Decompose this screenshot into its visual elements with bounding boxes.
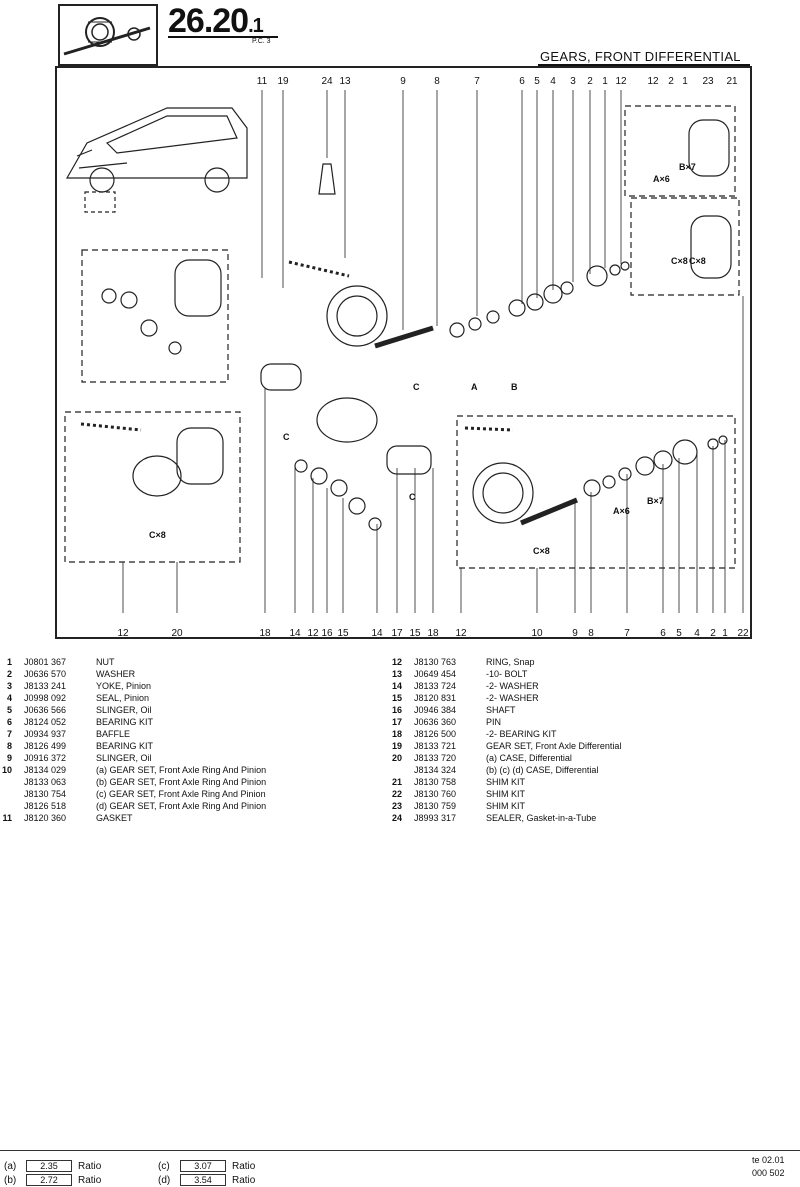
part-description: SHIM KIT bbox=[486, 801, 526, 811]
part-description: (b) (c) (d) CASE, Differential bbox=[486, 765, 599, 775]
part-index bbox=[0, 788, 12, 800]
section-thumbnail bbox=[58, 4, 158, 66]
parts-row bbox=[390, 776, 621, 788]
part-index: 8 bbox=[6, 741, 12, 751]
part-number: J8126 500 bbox=[414, 729, 457, 739]
part-index: 3 bbox=[6, 681, 12, 691]
part-number: J8120 360 bbox=[24, 813, 67, 823]
part-number: J0998 092 bbox=[24, 693, 67, 703]
ratio-label: Ratio bbox=[78, 1174, 102, 1186]
part-index: 6 bbox=[6, 717, 12, 727]
ratio-a bbox=[4, 1159, 101, 1173]
ratio-key: (b) bbox=[4, 1174, 17, 1186]
callout-label: 17 bbox=[391, 628, 403, 637]
parts-row bbox=[390, 812, 621, 824]
parts-row bbox=[0, 728, 266, 740]
ratio-key: (c) bbox=[158, 1160, 170, 1172]
callout-label: 12 bbox=[307, 628, 319, 637]
callout-label: 19 bbox=[277, 76, 289, 87]
part-number: J8133 063 bbox=[24, 777, 67, 787]
part-number: J8126 499 bbox=[24, 741, 67, 751]
part-number: J8133 720 bbox=[414, 753, 457, 763]
part-description: RING, Snap bbox=[486, 657, 535, 667]
part-number: J0801 367 bbox=[24, 657, 67, 667]
parts-row bbox=[0, 764, 266, 776]
part-index: 14 bbox=[391, 681, 402, 691]
part-index bbox=[390, 764, 402, 776]
part-number: J8133 724 bbox=[414, 681, 457, 691]
parts-row bbox=[390, 656, 621, 668]
part-index: 13 bbox=[391, 669, 402, 679]
part-index: 7 bbox=[6, 729, 12, 739]
part-number: J8134 029 bbox=[24, 765, 67, 775]
ratio-value: 3.07 bbox=[180, 1160, 226, 1172]
part-number: J0946 384 bbox=[414, 705, 457, 715]
part-index: 23 bbox=[391, 801, 402, 811]
part-number: J8133 241 bbox=[24, 681, 67, 691]
ratio-value: 3.54 bbox=[180, 1174, 226, 1186]
part-index: 4 bbox=[6, 693, 12, 703]
part-description: -2- BEARING KIT bbox=[486, 729, 557, 739]
callout-label: 12 bbox=[615, 76, 627, 87]
part-description: (a) GEAR SET, Front Axle Ring And Pinion bbox=[96, 765, 267, 775]
callout-label: 6 bbox=[660, 628, 666, 637]
part-index: 1 bbox=[6, 657, 12, 667]
parts-row bbox=[0, 668, 266, 680]
part-number: J0636 566 bbox=[24, 705, 67, 715]
callout-label: 11 bbox=[256, 76, 268, 87]
part-index: 11 bbox=[2, 813, 12, 823]
callout-label: 2 bbox=[668, 76, 674, 87]
parts-row bbox=[390, 740, 621, 752]
part-number: J8130 763 bbox=[414, 657, 457, 667]
callout-label: 23 bbox=[702, 76, 714, 87]
part-description: SEALER, Gasket-in-a-Tube bbox=[486, 813, 597, 823]
ratio-label: Ratio bbox=[232, 1160, 256, 1172]
part-description: WASHER bbox=[96, 669, 136, 679]
section-number: 26.20.1 bbox=[168, 2, 263, 40]
part-number: J0916 372 bbox=[24, 753, 67, 763]
part-index: 12 bbox=[391, 657, 402, 667]
parts-row bbox=[390, 752, 621, 764]
part-description: SLINGER, Oil bbox=[96, 753, 152, 763]
part-description: SLINGER, Oil bbox=[96, 705, 152, 715]
part-description: SHIM KIT bbox=[486, 777, 526, 787]
parts-row bbox=[0, 776, 266, 788]
diagram-letter: C bbox=[413, 382, 420, 392]
part-description: (a) CASE, Differential bbox=[486, 753, 572, 763]
callout-label: 1 bbox=[682, 76, 688, 87]
part-description: SHAFT bbox=[486, 705, 516, 715]
parts-row bbox=[0, 692, 266, 704]
parts-row bbox=[390, 680, 621, 692]
part-description: -2- WASHER bbox=[486, 693, 539, 703]
parts-row bbox=[390, 764, 621, 776]
parts-row bbox=[0, 740, 266, 752]
part-index: 20 bbox=[391, 753, 402, 763]
part-index: 9 bbox=[6, 753, 12, 763]
part-number: J8126 518 bbox=[24, 801, 67, 811]
ratio-c bbox=[158, 1159, 255, 1173]
vehicle-illustration bbox=[67, 108, 247, 192]
part-index: 17 bbox=[391, 717, 402, 727]
parts-row bbox=[390, 716, 621, 728]
callout-label: 4 bbox=[550, 76, 556, 87]
callout-label: 12 bbox=[455, 628, 467, 637]
callout-label: 22 bbox=[737, 628, 749, 637]
part-description: YOKE, Pinion bbox=[96, 681, 152, 691]
parts-row bbox=[0, 788, 266, 800]
diagram-letter: A bbox=[471, 382, 478, 392]
callout-label: 9 bbox=[400, 76, 406, 87]
part-index: 22 bbox=[391, 789, 402, 799]
diagram-letter: B×7 bbox=[679, 162, 696, 172]
parts-row bbox=[0, 704, 266, 716]
part-description: (d) GEAR SET, Front Axle Ring And Pinion bbox=[96, 801, 267, 811]
part-description: GASKET bbox=[96, 813, 133, 823]
footer-rule-right bbox=[752, 1150, 800, 1151]
part-index: 10 bbox=[1, 765, 12, 775]
callout-label: 15 bbox=[337, 628, 349, 637]
callout-label: 4 bbox=[694, 628, 700, 637]
part-description: BEARING KIT bbox=[96, 741, 154, 751]
ratio-key: (a) bbox=[4, 1160, 17, 1172]
part-description: BAFFLE bbox=[96, 729, 131, 739]
callouts-top bbox=[257, 76, 738, 87]
diagram-letter: C bbox=[283, 432, 290, 442]
callout-label: 5 bbox=[676, 628, 682, 637]
part-number: J8130 759 bbox=[414, 801, 457, 811]
part-description: (b) GEAR SET, Front Axle Ring And Pinion bbox=[96, 777, 267, 787]
callout-label: 18 bbox=[427, 628, 439, 637]
callout-label: 18 bbox=[259, 628, 271, 637]
diagram-svg bbox=[57, 68, 750, 637]
part-index: 2 bbox=[6, 669, 12, 679]
callout-label: 14 bbox=[289, 628, 301, 637]
group-box-right-lower bbox=[457, 416, 735, 568]
parts-list-left bbox=[0, 656, 266, 824]
diagram-letter: C×8 bbox=[671, 256, 688, 266]
part-number: J8124 052 bbox=[24, 717, 67, 727]
diagram-letter: C×8 bbox=[533, 546, 550, 556]
part-description: SEAL, Pinion bbox=[96, 693, 150, 703]
parts-row bbox=[390, 728, 621, 740]
parts-row bbox=[0, 752, 266, 764]
part-index: 16 bbox=[391, 705, 402, 715]
parts-row bbox=[390, 668, 621, 680]
diagram-letter: A×6 bbox=[653, 174, 670, 184]
diagram-letter: B×7 bbox=[647, 496, 664, 506]
part-description: (c) GEAR SET, Front Axle Ring And Pinion bbox=[96, 789, 266, 799]
exploded-diagram bbox=[55, 66, 752, 639]
part-description: -10- BOLT bbox=[486, 669, 528, 679]
parts-row bbox=[0, 680, 266, 692]
callout-label: 2 bbox=[710, 628, 716, 637]
callout-label: 21 bbox=[726, 76, 738, 87]
callout-label: 20 bbox=[171, 628, 183, 637]
callout-label: 12 bbox=[647, 76, 659, 87]
diagram-letter: C bbox=[409, 492, 416, 502]
diagram-letter: C×8 bbox=[149, 530, 166, 540]
section-number-suffix: .1 bbox=[248, 15, 263, 37]
part-number: J0636 570 bbox=[24, 669, 67, 679]
callout-label: 14 bbox=[371, 628, 383, 637]
part-index: 19 bbox=[391, 741, 402, 751]
part-index bbox=[0, 800, 12, 812]
callout-label: 8 bbox=[434, 76, 440, 87]
parts-row bbox=[390, 704, 621, 716]
callout-label: 5 bbox=[534, 76, 540, 87]
group-box-right-middle bbox=[631, 198, 739, 295]
footer-rule bbox=[0, 1150, 752, 1151]
part-number: J8130 754 bbox=[24, 789, 67, 799]
part-number: J8993 317 bbox=[414, 813, 457, 823]
part-number: J8133 721 bbox=[414, 741, 457, 751]
ratio-key: (d) bbox=[158, 1174, 171, 1186]
part-number: J0649 454 bbox=[414, 669, 457, 679]
parts-row bbox=[0, 800, 266, 812]
ratio-label: Ratio bbox=[232, 1174, 256, 1186]
part-number: J8130 758 bbox=[414, 777, 457, 787]
callout-label: 13 bbox=[339, 76, 351, 87]
callout-label: 9 bbox=[572, 628, 578, 637]
part-number: J0934 937 bbox=[24, 729, 67, 739]
part-number: J0636 360 bbox=[414, 717, 457, 727]
parts-row bbox=[0, 716, 266, 728]
parts-list-right bbox=[390, 656, 621, 824]
diagram-letters bbox=[149, 162, 706, 556]
parts-row bbox=[0, 656, 266, 668]
part-description: -2- WASHER bbox=[486, 681, 539, 691]
diagram-letter: B bbox=[511, 382, 518, 392]
part-index: 5 bbox=[6, 705, 12, 715]
callout-label: 12 bbox=[117, 628, 129, 637]
part-description: PIN bbox=[486, 717, 502, 727]
part-index: 15 bbox=[391, 693, 402, 703]
callout-label: 7 bbox=[474, 76, 480, 87]
callout-label: 10 bbox=[531, 628, 543, 637]
part-index: 18 bbox=[391, 729, 402, 739]
pc-label: P.C. 3 bbox=[252, 38, 271, 45]
part-description: BEARING KIT bbox=[96, 717, 154, 727]
callouts-bottom bbox=[117, 628, 749, 637]
ratio-label: Ratio bbox=[78, 1160, 102, 1172]
callout-label: 1 bbox=[722, 628, 728, 637]
callout-label: 8 bbox=[588, 628, 594, 637]
callout-label: 6 bbox=[519, 76, 525, 87]
part-index bbox=[0, 776, 12, 788]
footer-code: 000 502 bbox=[752, 1168, 785, 1178]
callout-label: 1 bbox=[602, 76, 608, 87]
part-description: GEAR SET, Front Axle Differential bbox=[486, 741, 622, 751]
callout-label: 3 bbox=[570, 76, 576, 87]
part-number: J8134 324 bbox=[414, 765, 457, 775]
ratio-value: 2.35 bbox=[26, 1160, 72, 1172]
group-box-right-upper bbox=[625, 106, 735, 196]
callout-label: 2 bbox=[587, 76, 593, 87]
footer-date: te 02.01 bbox=[752, 1155, 785, 1165]
part-number: J8130 760 bbox=[414, 789, 457, 799]
parts-row bbox=[390, 800, 621, 812]
part-description: SHIM KIT bbox=[486, 789, 526, 799]
ratio-value: 2.72 bbox=[26, 1174, 72, 1186]
part-index: 21 bbox=[391, 777, 402, 787]
diagram-letter: A×6 bbox=[613, 506, 630, 516]
parts-row bbox=[390, 788, 621, 800]
callout-label: 16 bbox=[321, 628, 333, 637]
callout-label: 7 bbox=[624, 628, 630, 637]
parts-row bbox=[390, 692, 621, 704]
part-number: J8120 831 bbox=[414, 693, 457, 703]
callout-label: 24 bbox=[321, 76, 333, 87]
callout-label: 15 bbox=[409, 628, 421, 637]
parts-row bbox=[0, 812, 266, 824]
part-index: 24 bbox=[391, 813, 402, 823]
differential-thumbnail-icon bbox=[60, 6, 156, 64]
diagram-letter: C×8 bbox=[689, 256, 706, 266]
part-description: NUT bbox=[96, 657, 115, 667]
page-title: GEARS, FRONT DIFFERENTIAL bbox=[540, 49, 741, 64]
